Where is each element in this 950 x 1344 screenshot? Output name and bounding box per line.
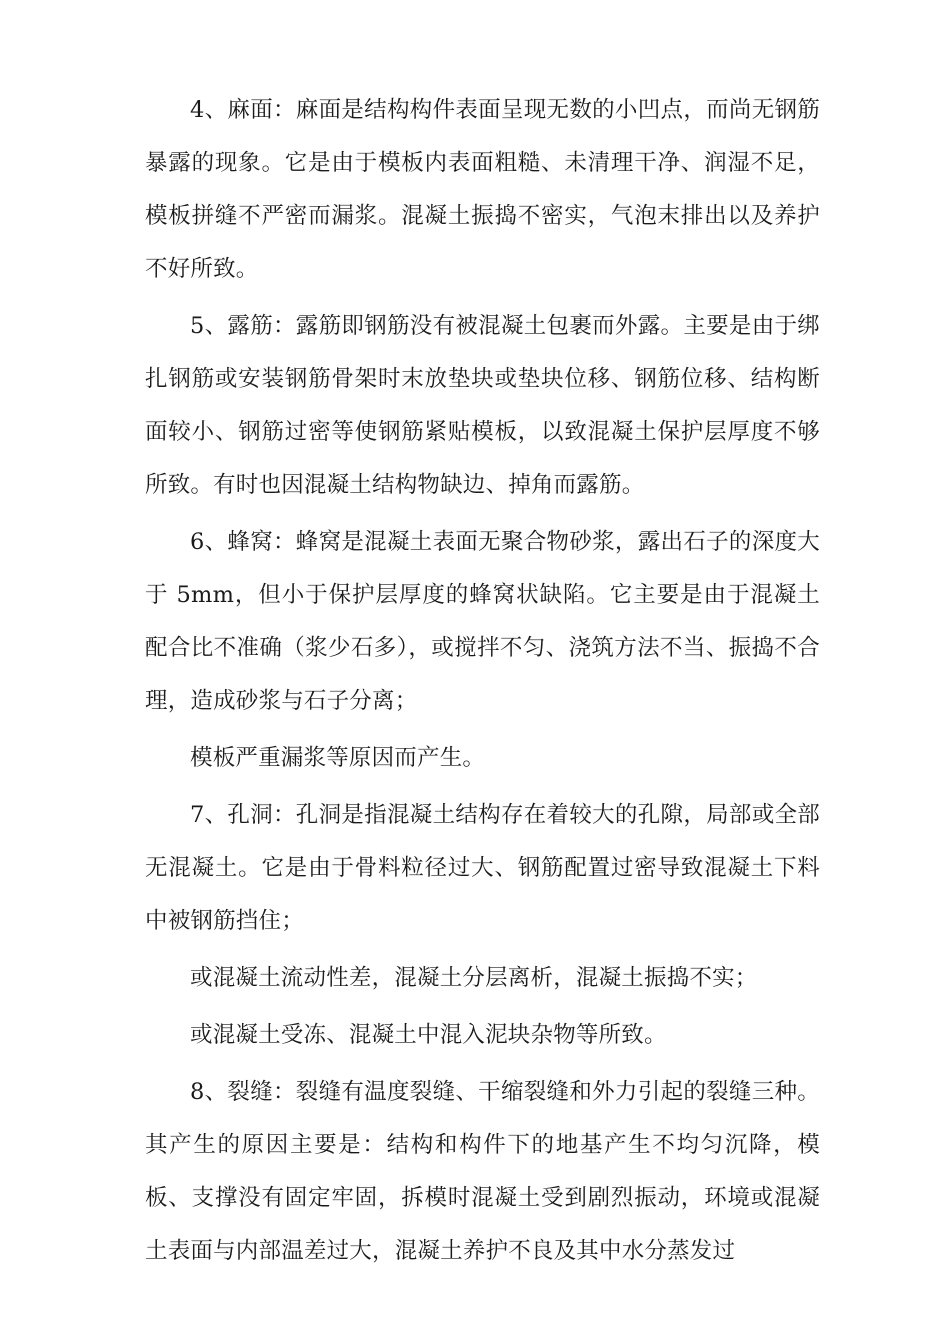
paragraph-honeycomb: 6、蜂窝：蜂窝是混凝土表面无聚合物砂浆，露出石子的深度大于 5mm，但小于保护层厚度的蜂窝状缺陷。它主要是由于混凝土配合比不准确（浆少石多），或搅拌不匀、浇筑方法不当、振捣不合理，造成砂浆与石子分离； [145, 529, 820, 714]
paragraph-cracks: 8、裂缝：裂缝有温度裂缝、干缩裂缝和外力引起的裂缝三种。其产生的原因主要是：结构和构件下的地基产生不均匀沉降，模板、支撑没有固定牢固，拆模时混凝土受到剧烈振动，环境或混凝土表面与内部温差过大，混凝土养护不良及其中水分蒸发过 [145, 1079, 820, 1264]
paragraph-exposed-rebar: 5、露筋：露筋即钢筋没有被混凝土包裹而外露。主要是由于绑扎钢筋或安装钢筋骨架时末放垫块或垫块位移、钢筋位移、结构断面较小、钢筋过密等使钢筋紧贴模板，以致混凝土保护层厚度不够所致。有时也因混凝土结构物缺边、掉角而露筋。 [145, 313, 820, 498]
paragraph-pitting: 4、麻面：麻面是结构构件表面呈现无数的小凹点，而尚无钢筋暴露的现象。它是由于模板内表面粗糙、未清理干净、润湿不足，模板拼缝不严密而漏浆。混凝土振捣不密实，气泡末排出以及养护不好所致。 [145, 97, 820, 282]
paragraph-holes: 7、孔洞：孔洞是指混凝土结构存在着较大的孔隙，局部或全部无混凝土。它是由于骨料粒径过大、钢筋配置过密导致混凝土下料中被钢筋挡住； [145, 802, 820, 934]
document-body [145, 84, 820, 1282]
paragraph-honeycomb-cont: 模板严重漏浆等原因而产生。 [190, 745, 486, 771]
paragraph-holes-cont-2: 或混凝土受冻、混凝土中混入泥块杂物等所致。 [190, 1022, 667, 1048]
paragraph-holes-cont-1: 或混凝土流动性差，混凝土分层离析，混凝土振捣不实； [190, 965, 758, 991]
